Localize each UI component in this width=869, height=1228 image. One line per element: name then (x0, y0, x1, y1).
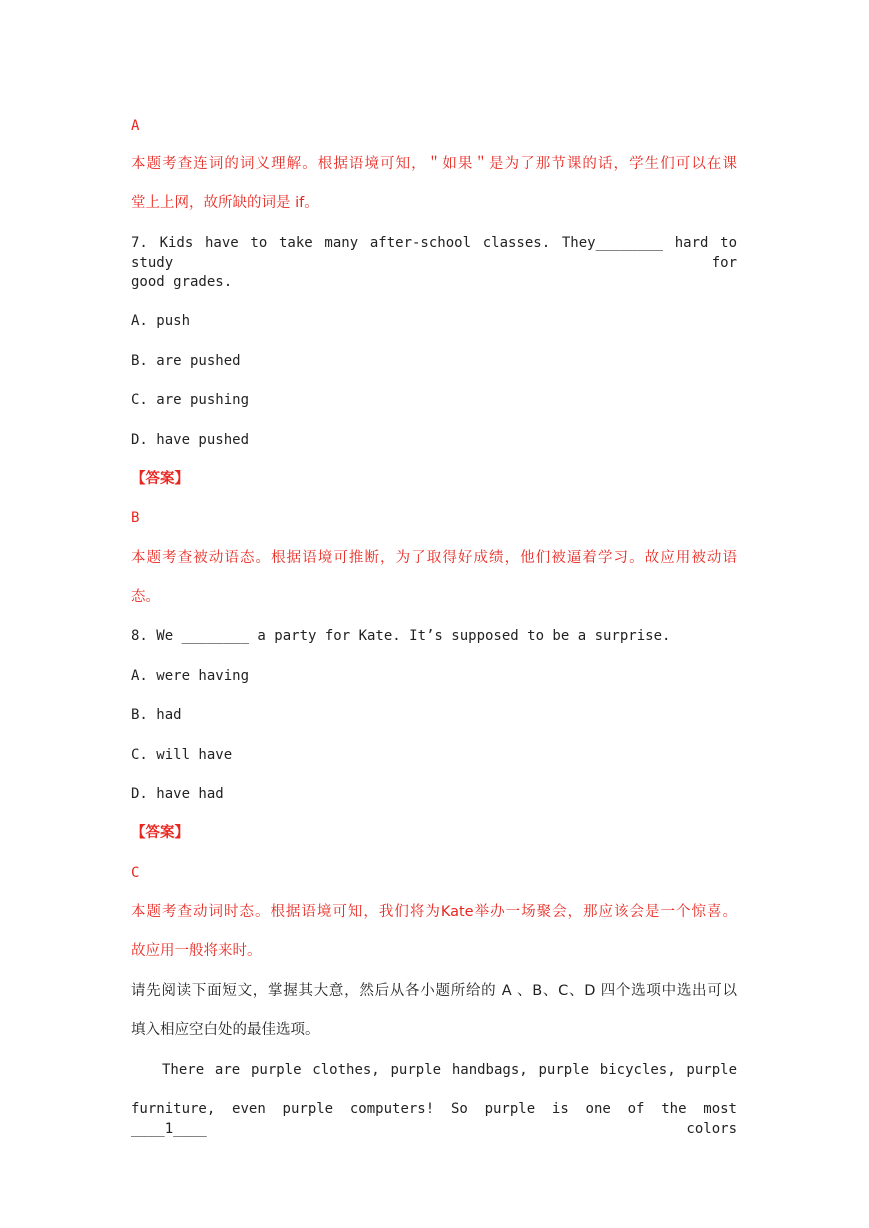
q7-answer-heading: 【答案】 (131, 471, 189, 487)
q7-option-c: C. are pushing (131, 392, 250, 408)
q7-explanation-line-2: 态。 (131, 589, 160, 605)
q7-question-line-1: 7. Kids have to take many after-school classes. They________ hard to study for (131, 235, 737, 271)
q7-option-b: B. are pushed (131, 353, 241, 369)
q7-answer-letter: B (131, 510, 140, 526)
q6-explanation-line-2: 堂上上网，故所缺的词是 if。 (131, 195, 319, 211)
q8-option-c: C. will have (131, 747, 233, 763)
q8-option-a: A. were having (131, 668, 250, 684)
q6-answer-letter: A (131, 118, 140, 134)
q7-option-d: D. have pushed (131, 432, 250, 448)
q6-explanation-line-1: 本题考查连词的词义理解。根据语境可知，＂如果＂是为了那节课的话，学生们可以在课 (131, 156, 737, 172)
q8-option-b: B. had (131, 707, 182, 723)
reading-instruction-line-2: 填入相应空白处的最佳选项。 (131, 1022, 320, 1038)
reading-passage-line-2: furniture, even purple computers! So purple is one of the most ____1____ colors (131, 1101, 737, 1137)
q8-question: 8. We ________ a party for Kate. It’s supposed to be a surprise. (131, 628, 671, 644)
q8-option-d: D. have had (131, 786, 224, 802)
q8-answer-letter: C (131, 865, 140, 881)
q8-explanation-line-1: 本题考查动词时态。根据语境可知，我们将为Kate举办一场聚会，那应该会是一个惊喜。 (131, 904, 737, 920)
q8-answer-heading: 【答案】 (131, 825, 189, 841)
q8-explanation-line-2: 故应用一般将来时。 (131, 943, 262, 959)
q7-question-line-2: good grades. (131, 274, 233, 290)
reading-instruction-line-1: 请先阅读下面短文，掌握其大意，然后从各小题所给的 A 、B、C、D 四个选项中选出可以 (131, 983, 737, 999)
q7-explanation-line-1: 本题考查被动语态。根据语境可推断，为了取得好成绩，他们被逼着学习。故应用被动语 (131, 550, 737, 566)
q7-option-a: A. push (131, 313, 191, 329)
reading-passage-line-1: There are purple clothes, purple handbags, purple bicycles, purple (162, 1062, 737, 1078)
